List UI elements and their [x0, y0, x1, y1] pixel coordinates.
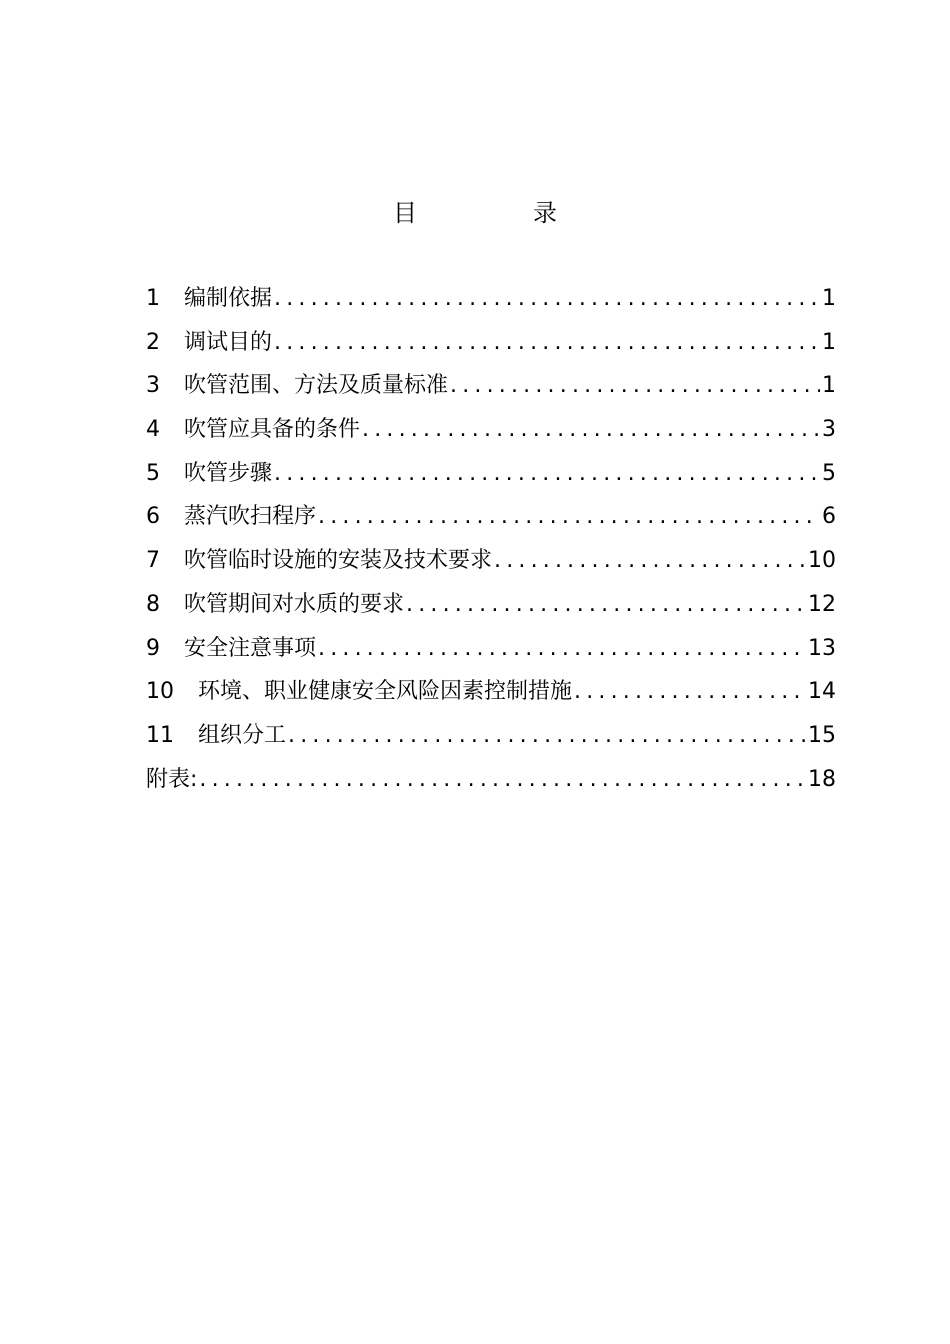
toc-entry[interactable] — [146, 542, 836, 586]
toc-entry-number: 9 — [146, 635, 160, 661]
toc-entry-number: 2 — [146, 329, 160, 355]
toc-entry-title: 调试目的 — [184, 329, 273, 355]
toc-dot-leader — [288, 717, 806, 755]
toc-entry-title: 附表: — [146, 766, 198, 792]
toc-dot-leader — [574, 673, 806, 711]
toc-entry[interactable] — [146, 498, 836, 542]
toc-dot-leader — [318, 630, 806, 668]
toc-entry-page: 15 — [808, 722, 836, 748]
toc-dot-leader — [318, 498, 820, 536]
toc-entry-page: 10 — [808, 548, 836, 574]
toc-entry-title: 编制依据 — [184, 286, 273, 311]
toc-entry-title: 安全注意事项 — [184, 635, 317, 661]
toc-dot-leader — [274, 324, 820, 362]
toc-dot-leader — [199, 761, 806, 799]
toc-entry-number: 4 — [146, 417, 160, 443]
toc-entry-title: 吹管期间对水质的要求 — [184, 591, 405, 617]
toc-dot-leader — [274, 455, 820, 493]
toc-entry[interactable] — [146, 367, 836, 411]
toc-dot-leader — [362, 411, 820, 449]
toc-entry-number: 5 — [146, 460, 160, 486]
toc-entry-number: 1 — [146, 286, 160, 311]
toc-entry-page: 1 — [822, 329, 836, 355]
toc-entry[interactable] — [146, 586, 836, 630]
toc-entry-page: 1 — [822, 286, 836, 311]
toc-dot-leader — [494, 542, 806, 580]
toc-entry-page: 1 — [822, 373, 836, 399]
toc-entry-page: 6 — [822, 504, 836, 530]
toc-entry[interactable] — [146, 673, 836, 717]
toc-entry-page: 12 — [808, 591, 836, 617]
toc-entry-title: 蒸汽吹扫程序 — [184, 504, 317, 530]
toc-entry[interactable] — [146, 324, 836, 368]
toc-dot-leader — [406, 586, 806, 624]
toc-entry[interactable] — [146, 630, 836, 674]
toc-entry-page: 3 — [822, 417, 836, 443]
toc-entry[interactable] — [146, 717, 836, 761]
toc-entry[interactable] — [146, 761, 836, 805]
toc-title: 目 录 — [393, 199, 603, 227]
toc-entry-title: 吹管步骤 — [184, 460, 273, 486]
toc-entry-title: 吹管应具备的条件 — [184, 417, 361, 443]
toc-list — [146, 280, 836, 804]
toc-entry-number: 10 — [146, 679, 174, 705]
toc-entry-number: 11 — [146, 722, 174, 748]
toc-entry-number: 6 — [146, 504, 160, 530]
toc-entry-number: 7 — [146, 548, 160, 574]
toc-entry[interactable] — [146, 411, 836, 455]
toc-entry-title: 组织分工 — [198, 722, 287, 748]
toc-entry-page: 14 — [808, 679, 836, 705]
toc-entry-page: 13 — [808, 635, 836, 661]
toc-entry-number: 3 — [146, 373, 160, 399]
toc-entry-page: 5 — [822, 460, 836, 486]
toc-entry-title: 吹管临时设施的安装及技术要求 — [184, 548, 493, 574]
toc-entry-title: 吹管范围、方法及质量标准 — [184, 373, 449, 399]
toc-entry[interactable] — [146, 455, 836, 499]
toc-dot-leader — [274, 280, 820, 318]
toc-entry-title: 环境、职业健康安全风险因素控制措施 — [198, 679, 573, 705]
toc-entry-page: 18 — [808, 766, 836, 792]
toc-entry[interactable] — [146, 280, 836, 324]
toc-entry-number: 8 — [146, 591, 160, 617]
toc-dot-leader — [450, 367, 820, 405]
